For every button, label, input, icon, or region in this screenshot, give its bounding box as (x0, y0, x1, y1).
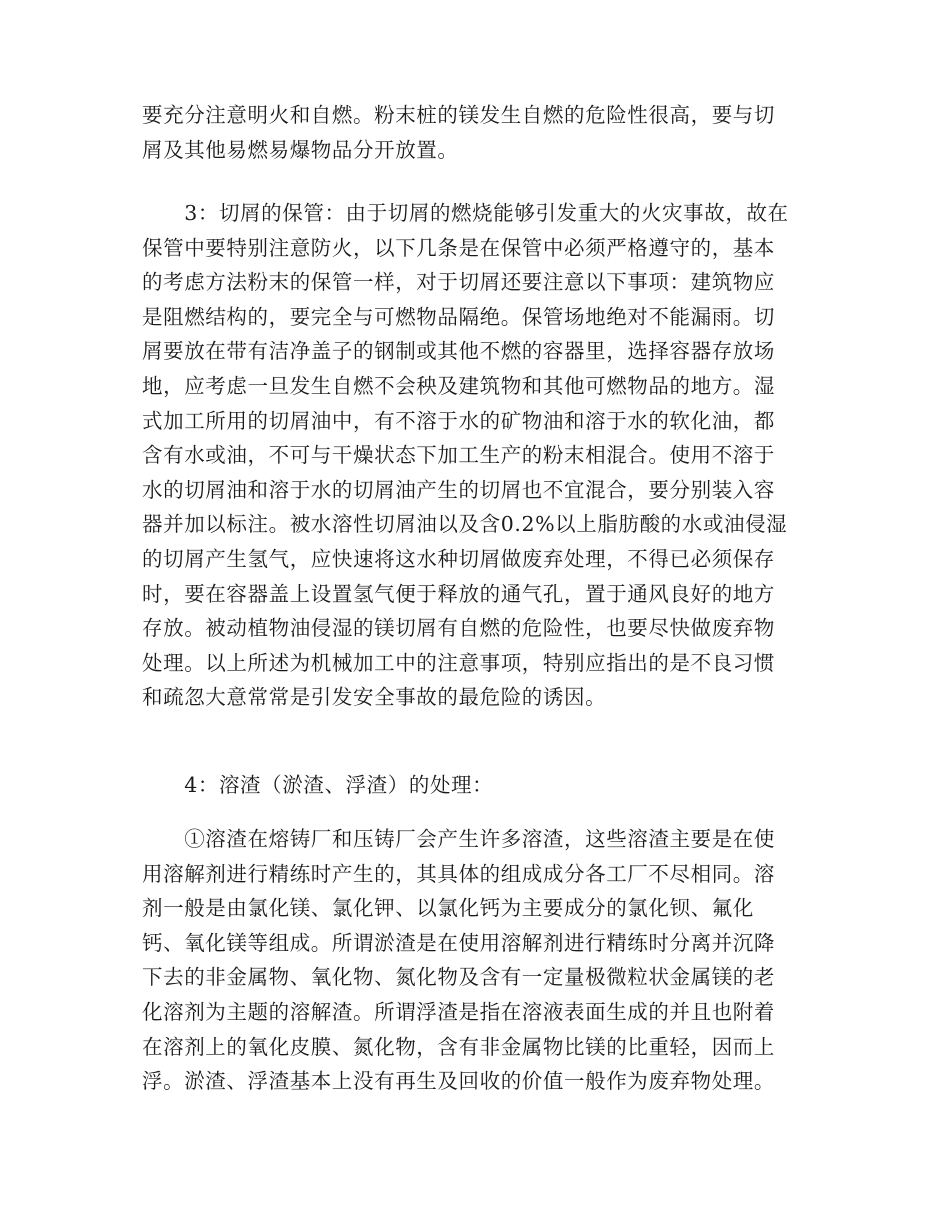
text-line: 钙、氧化镁等组成。所谓淤渣是在使用溶解剂进行精练时分离并沉降 (142, 930, 775, 955)
paragraph-heading-line: 4：溶渣（淤渣、浮渣）的处理： (142, 773, 494, 797)
text-line: 浮。淤渣、浮渣基本上没有再生及回收的价值一般作为废弃物处理。 (142, 1069, 775, 1094)
text-line: 剂一般是由氯化镁、氯化钾、以氯化钙为主要成分的氯化钡、氟化 (142, 896, 754, 921)
text-line: 存放。被动植物油侵湿的镁切屑有自燃的危险性，也要尽快做废弃物 (142, 616, 775, 641)
text-line: 化溶剂为主题的溶解渣。所谓浮渣是指在溶液表面生成的并且也附着 (142, 999, 775, 1024)
text-line: 是阻燃结构的，要完全与可燃物品隔绝。保管场地绝对不能漏雨。切 (142, 304, 775, 329)
paragraph-chip-storage (142, 196, 822, 715)
text-line: 时，要在容器盖上设置氢气便于释放的通气孔，置于通风良好的地方 (142, 581, 775, 606)
text-line: 保管中要特别注意防火，以下几条是在保管中必须严格遵守的，基本 (142, 235, 775, 260)
text-line: 屑及其他易燃易爆物品分开放置。 (142, 137, 459, 162)
paragraph-slag-item-1 (142, 822, 822, 1099)
text-line: 屑要放在带有洁净盖子的钢制或其他不燃的容器里，选择容器存放场 (142, 339, 775, 364)
paragraph-heading-line: 3：切屑的保管：由于切屑的燃烧能够引发重大的火灾事故，故在 (142, 201, 789, 225)
text-line: 式加工所用的切屑油中，有不溶于水的矿物油和溶于水的软化油，都 (142, 408, 775, 433)
text-line: ①溶渣在熔铸厂和压铸厂会产生许多溶渣，这些溶渣主要是在使 (142, 827, 775, 851)
text-line: 含有水或油，不可与干燥状态下加工生产的粉末相混合。使用不溶于 (142, 443, 775, 468)
text-line: 用溶解剂进行精练时产生的，其具体的组成成分各工厂不尽相同。溶 (142, 861, 775, 886)
text-line: 下去的非金属物、氧化物、氮化物及含有一定量极微粒状金属镁的老 (142, 965, 775, 990)
text-line: 在溶剂上的氧化皮膜、氮化物，含有非金属物比镁的比重轻，因而上 (142, 1034, 775, 1059)
text-line: 的切屑产生氢气，应快速将这水种切屑做废弃处理，不得已必须保存 (142, 546, 775, 571)
text-line: 和疏忽大意常常是引发安全事故的最危险的诱因。 (142, 685, 607, 710)
text-line: 要充分注意明火和自燃。粉末桩的镁发生自燃的危险性很高，要与切 (142, 103, 775, 127)
text-line: 的考虑方法粉末的保管一样，对于切屑还要注意以下事项：建筑物应 (142, 270, 775, 295)
text-line: 器并加以标注。被水溶性切屑油以及含0.2%以上脂肪酸的水或油侵湿 (142, 512, 788, 537)
text-line: 处理。以上所述为机械加工中的注意事项，特别应指出的是不良习惯 (142, 650, 775, 675)
text-line: 水的切屑油和溶于水的切屑油产生的切屑也不宜混合，要分别装入容 (142, 477, 775, 502)
paragraph-slag-heading (142, 768, 822, 803)
paragraph-continued (142, 98, 822, 167)
text-line: 地，应考虑一旦发生自燃不会秧及建筑物和其他可燃物品的地方。湿 (142, 373, 775, 398)
